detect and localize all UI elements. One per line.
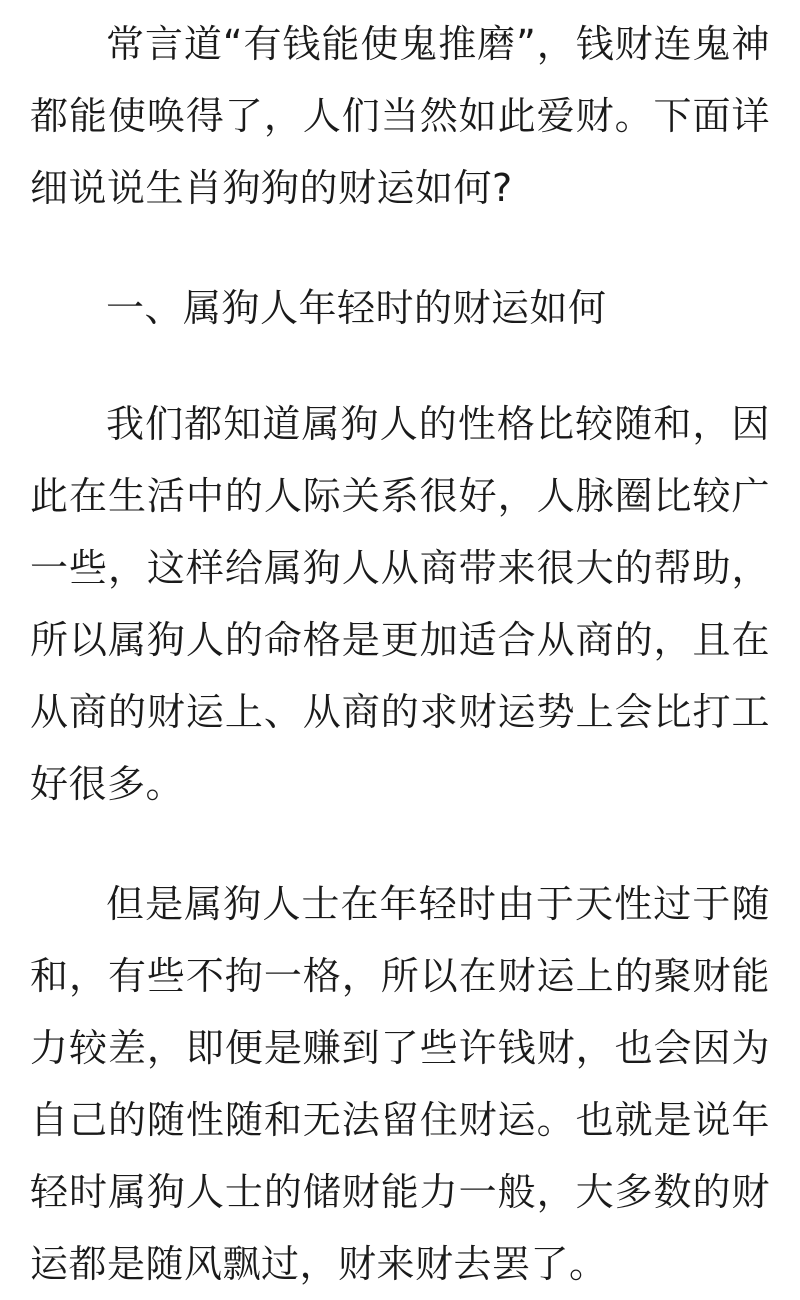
section-heading: 一、属狗人年轻时的财运如何 [106, 286, 607, 330]
intro-paragraph: 常言道“有钱能使鬼推磨”，钱财连鬼神都能使唤得了，人们当然如此爱财。下面详细说说生肖狗狗的财运如何? [30, 22, 770, 210]
body-paragraph-1: 我们都知道属狗人的性格比较随和，因此在生活中的人际关系很好，人脉圈比较广一些，这样给属狗人从商带来很大的帮助，所以属狗人的命格是更加适合从商的，且在从商的财运上、从商的求财运势上会比打工好很多。 [30, 402, 770, 806]
body-paragraph-2: 但是属狗人士在年轻时由于天性过于随和，有些不拘一格，所以在财运上的聚财能力较差，即便是赚到了些许钱财，也会因为自己的随性随和无法留住财运。也就是说年轻时属狗人士的储财能力一般，大多数的财运都是随风飘过，财来财去罢了。 [30, 882, 770, 1286]
